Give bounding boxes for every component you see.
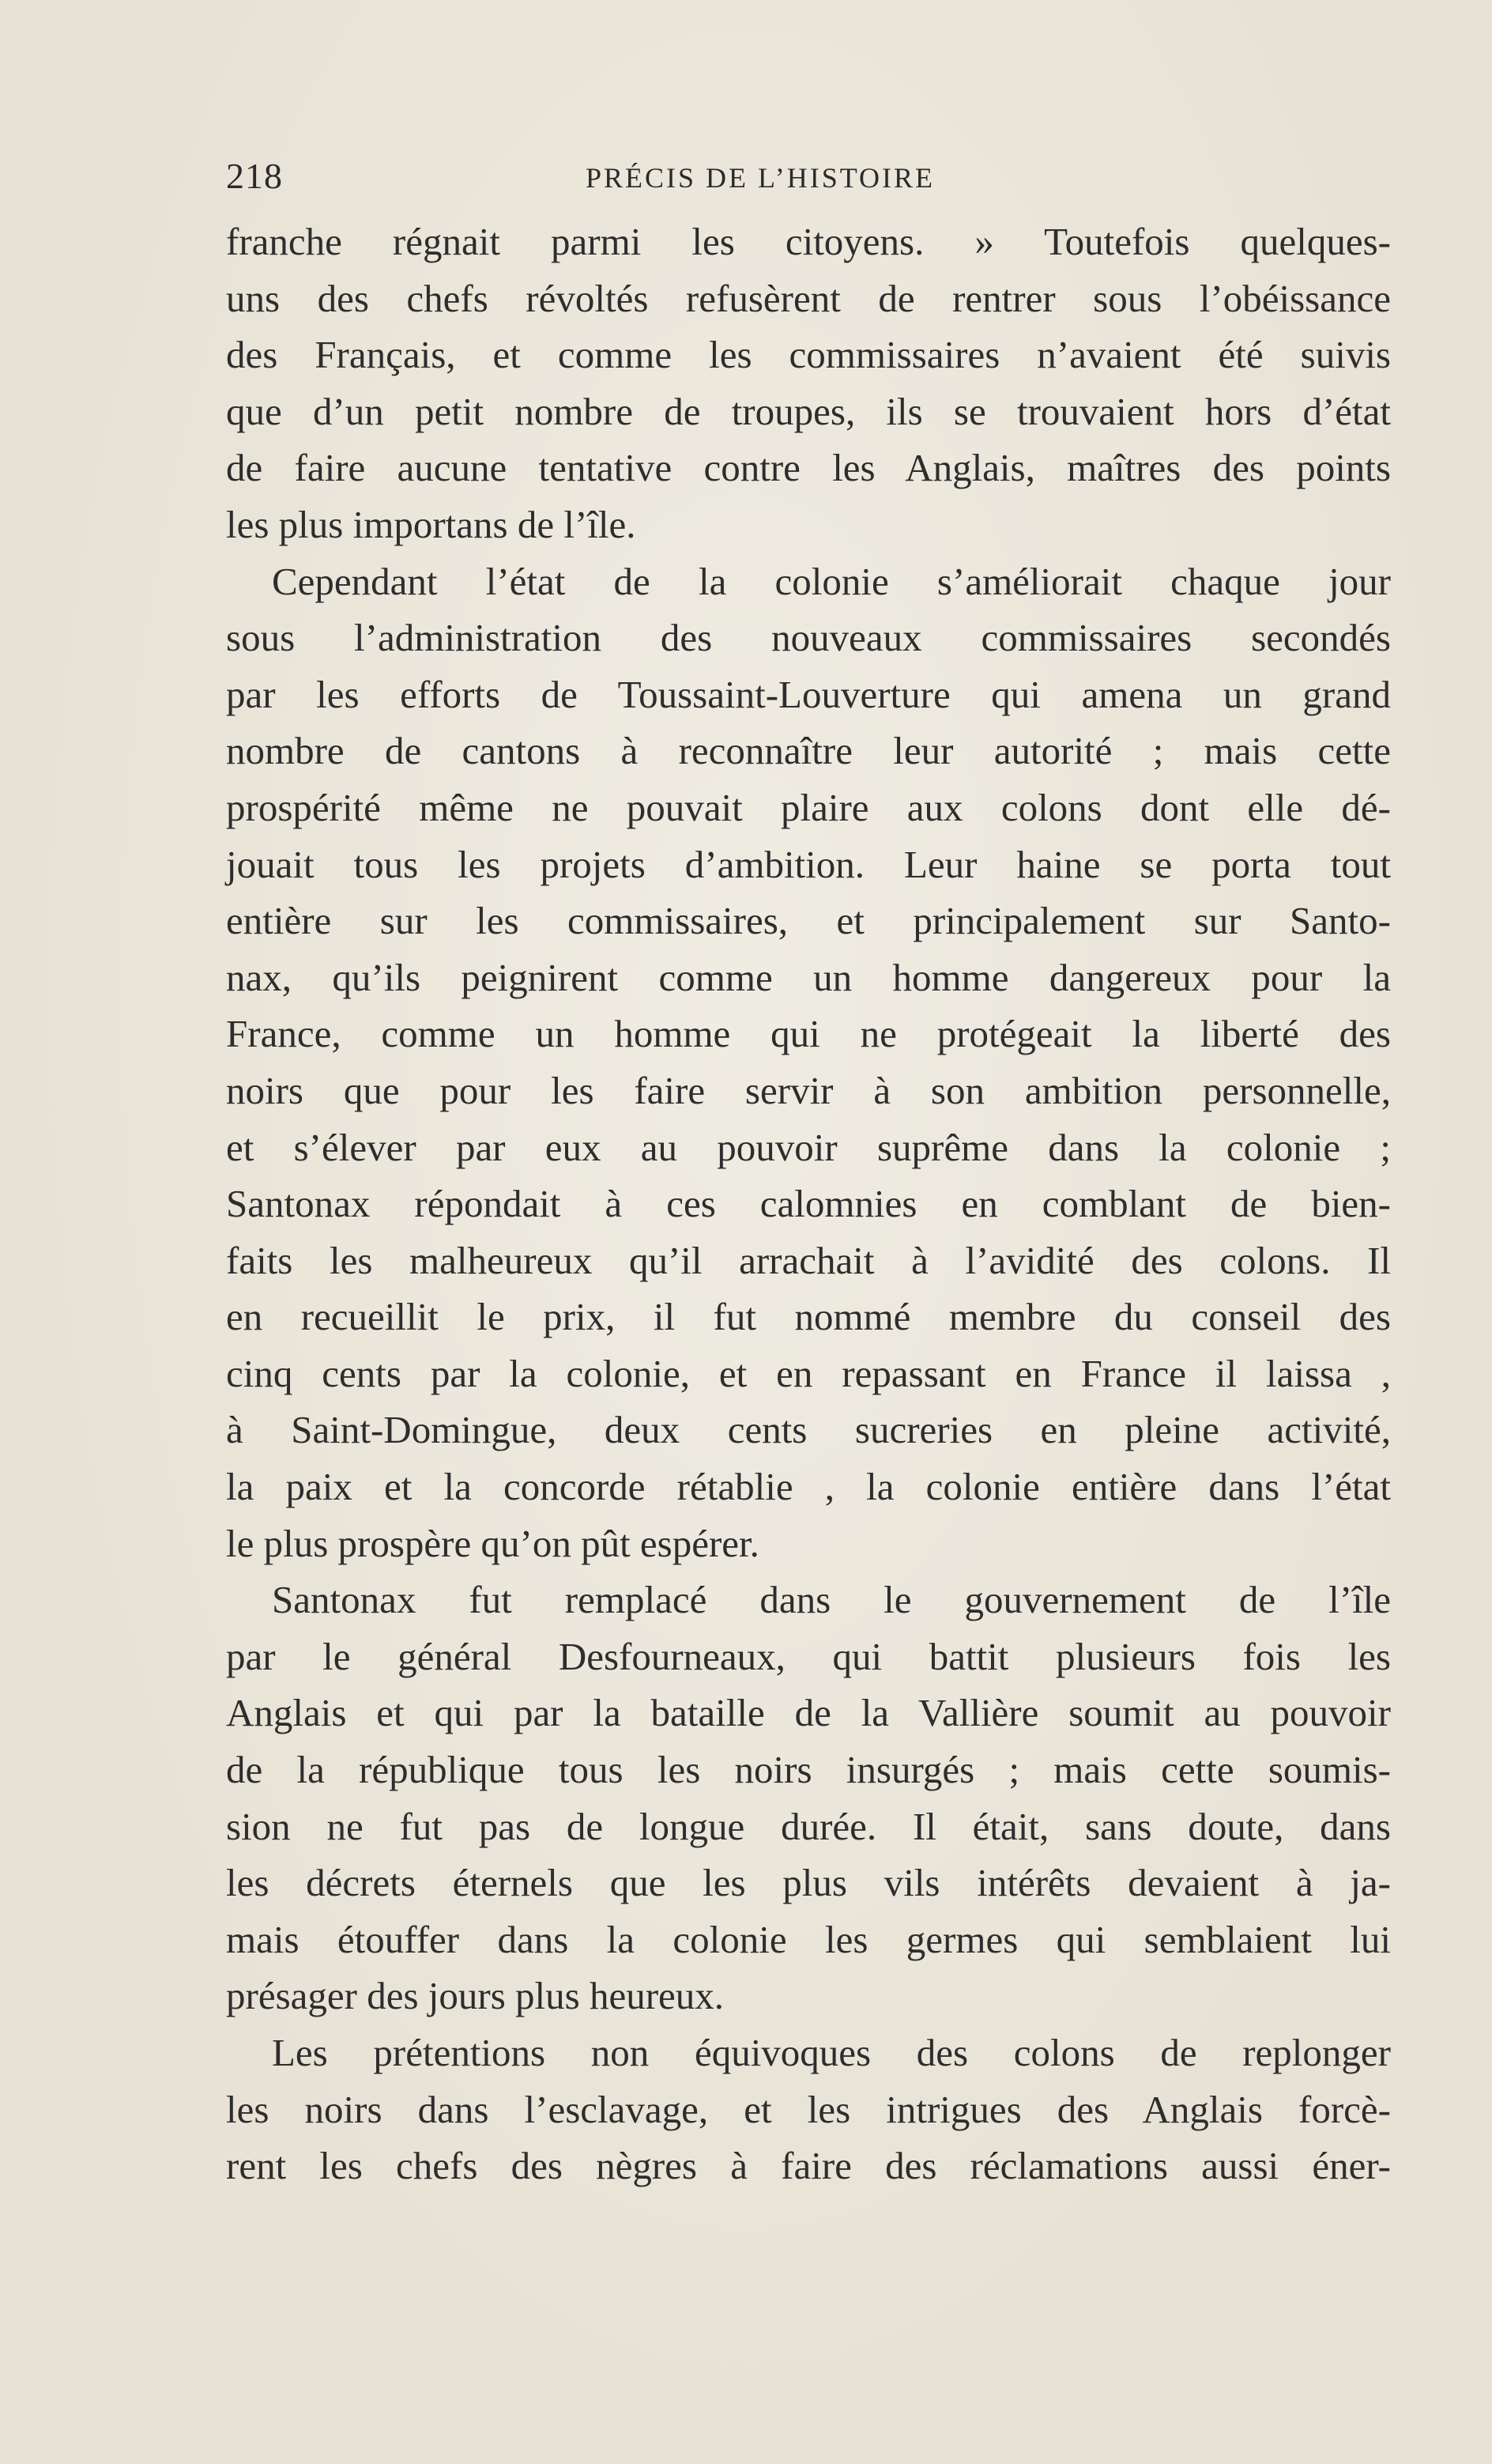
- text-line: la paix et la concorde rétablie , la colonie entière dans l’état: [226, 1465, 1391, 1509]
- text-line: franche régnait parmi les citoyens. » Toutefois quelques-: [226, 220, 1391, 263]
- text-line: uns des chefs révoltés refusèrent de rentrer sous l’obéissance: [226, 276, 1391, 320]
- text-line: mais étouffer dans la colonie les germes qui semblaient lui: [226, 1917, 1391, 1961]
- text-line: cinq cents par la colonie, et en repassant en France il laissa ,: [226, 1351, 1391, 1395]
- text-line: France, comme un homme qui ne protégeait la liberté des: [226, 1012, 1391, 1056]
- text-line: des Français, et comme les commissaires n’avaient été suivis: [226, 333, 1391, 377]
- text-line: le plus prospère qu’on pût espérer.: [226, 1521, 759, 1565]
- page-header: [226, 155, 1391, 202]
- paragraph: [226, 553, 1391, 1572]
- text-line: Cependant l’état de la colonie s’améliorait chaque jour: [272, 559, 1391, 603]
- text-line: les plus importans de l’île.: [226, 502, 636, 546]
- text-line: que d’un petit nombre de troupes, ils se trouvaient hors d’état: [226, 389, 1391, 433]
- running-title: PRÉCIS DE L’HISTOIRE: [586, 162, 936, 194]
- text-line: les noirs dans l’esclavage, et les intrigues des Anglais forcè-: [226, 2087, 1391, 2131]
- text-line: rent les chefs des nègres à faire des réclamations aussi éner-: [226, 2144, 1391, 2188]
- text-line: nax, qu’ils peignirent comme un homme dangereux pour la: [226, 955, 1391, 999]
- body-text: [226, 213, 1391, 2194]
- text-line: de la république tous les noirs insurgés ; mais cette soumis-: [226, 1748, 1391, 1792]
- paragraph: [226, 1572, 1391, 2024]
- text-line: sous l’administration des nouveaux commissaires secondés: [226, 616, 1391, 660]
- text-line: jouait tous les projets d’ambition. Leur haine se porta tout: [226, 842, 1391, 886]
- text-line: Les prétentions non équivoques des colons de replonger: [272, 2031, 1391, 2074]
- text-line: Santonax fut remplacé dans le gouvernement de l’île: [272, 1578, 1391, 1622]
- text-line: Santonax répondait à ces calomnies en comblant de bien-: [226, 1182, 1391, 1226]
- text-line: noirs que pour les faire servir à son ambition personnelle,: [226, 1068, 1391, 1112]
- text-line: prospérité même ne pouvait plaire aux colons dont elle dé-: [226, 785, 1391, 829]
- page-number: 218: [226, 156, 283, 196]
- text-line: entière sur les commissaires, et principalement sur Santo-: [226, 899, 1391, 943]
- text-line: et s’élever par eux au pouvoir suprême dans la colonie ;: [226, 1125, 1391, 1169]
- text-line: faits les malheureux qu’il arrachait à l’avidité des colons. Il: [226, 1238, 1391, 1282]
- text-line: présager des jours plus heureux.: [226, 1974, 725, 2018]
- text-line: par les efforts de Toussaint-Louverture qui amena un grand: [226, 672, 1391, 716]
- text-line: Anglais et qui par la bataille de la Vallière soumit au pouvoir: [226, 1691, 1391, 1735]
- text-line: sion ne fut pas de longue durée. Il était, sans doute, dans: [226, 1804, 1391, 1848]
- text-line: en recueillit le prix, il fut nommé membre du conseil des: [226, 1295, 1391, 1339]
- text-line: par le général Desfourneaux, qui battit plusieurs fois les: [226, 1634, 1391, 1678]
- text-line: à Saint-Domingue, deux cents sucreries en pleine activité,: [226, 1408, 1391, 1452]
- text-line: les décrets éternels que les plus vils intérêts devaient à ja-: [226, 1861, 1391, 1905]
- text-line: nombre de cantons à reconnaître leur autorité ; mais cette: [226, 729, 1391, 773]
- paragraph: [226, 2024, 1391, 2194]
- paragraph: [226, 213, 1391, 553]
- text-line: de faire aucune tentative contre les Anglais, maîtres des points: [226, 446, 1391, 490]
